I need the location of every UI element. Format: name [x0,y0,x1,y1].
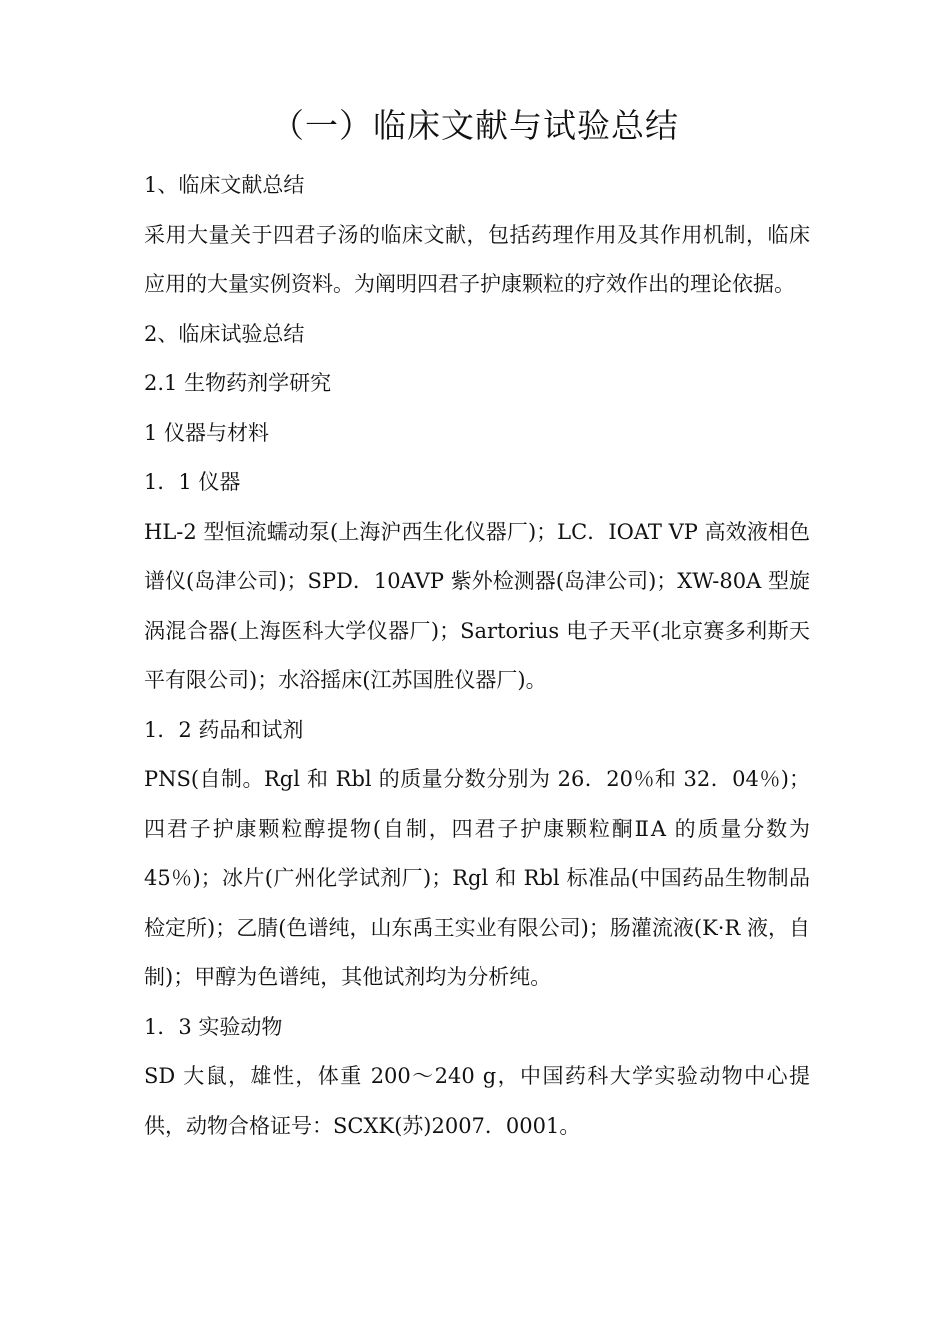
page-title: （一）临床文献与试验总结 [271,106,679,145]
heading-clinical-literature: 1、临床文献总结 [144,173,305,197]
heading-drugs-reagents: 1．2 药品和试剂 [144,717,304,742]
heading-instruments-materials: 1 仪器与材料 [144,420,270,445]
paragraph-literature-summary: 采用大量关于四君子汤的临床文献，包括药理作用及其作用机制，临床应用的大量实例资料。为阐明四君子护康颗粒的疗效作出的理论依据。 [144,222,810,296]
heading-clinical-trial: 2、临床试验总结 [144,321,305,346]
paragraph-drugs-reagents: PNS(自制。Rgl 和 Rbl 的质量分数分别为 26．20％和 32．04％)；四君子护康颗粒醇提物(自制，四君子护康颗粒酮ⅡA 的质量分数为 45％)；冰片(广州化学试剂厂)；Rgl 和 Rbl 标准品(中国药品生物制品检定所)；乙腈(色谱纯，山东禹王实业有限公司)；肠灌流液(K·R 液，自制)；甲醇为色谱纯，其他试剂均为分析纯。 [144,767,810,989]
paragraph-instruments: HL-2 型恒流蠕动泵(上海沪西生化仪器厂)；LC．IOAT VP 高效液相色谱仪(岛津公司)；SPD．10AVP 紫外检测器(岛津公司)；XW-80A 型旋涡混合器(上海医科大学仪器厂)；Sartorius 电子天平(北京赛多利斯天平有限公司)；水浴摇床(江苏国胜仪器厂)。 [144,519,810,692]
heading-experimental-animals: 1．3 实验动物 [144,1014,283,1039]
heading-instruments: 1．1 仪器 [144,470,241,494]
paragraph-experimental-animals: SD 大鼠，雄性，体重 200～240 g，中国药科大学实验动物中心提供，动物合格证号：SCXK(苏)2007．0001。 [144,1064,810,1138]
heading-biopharmaceutics: 2.1 生物药剂学研究 [144,371,332,395]
document-body [144,161,810,1151]
